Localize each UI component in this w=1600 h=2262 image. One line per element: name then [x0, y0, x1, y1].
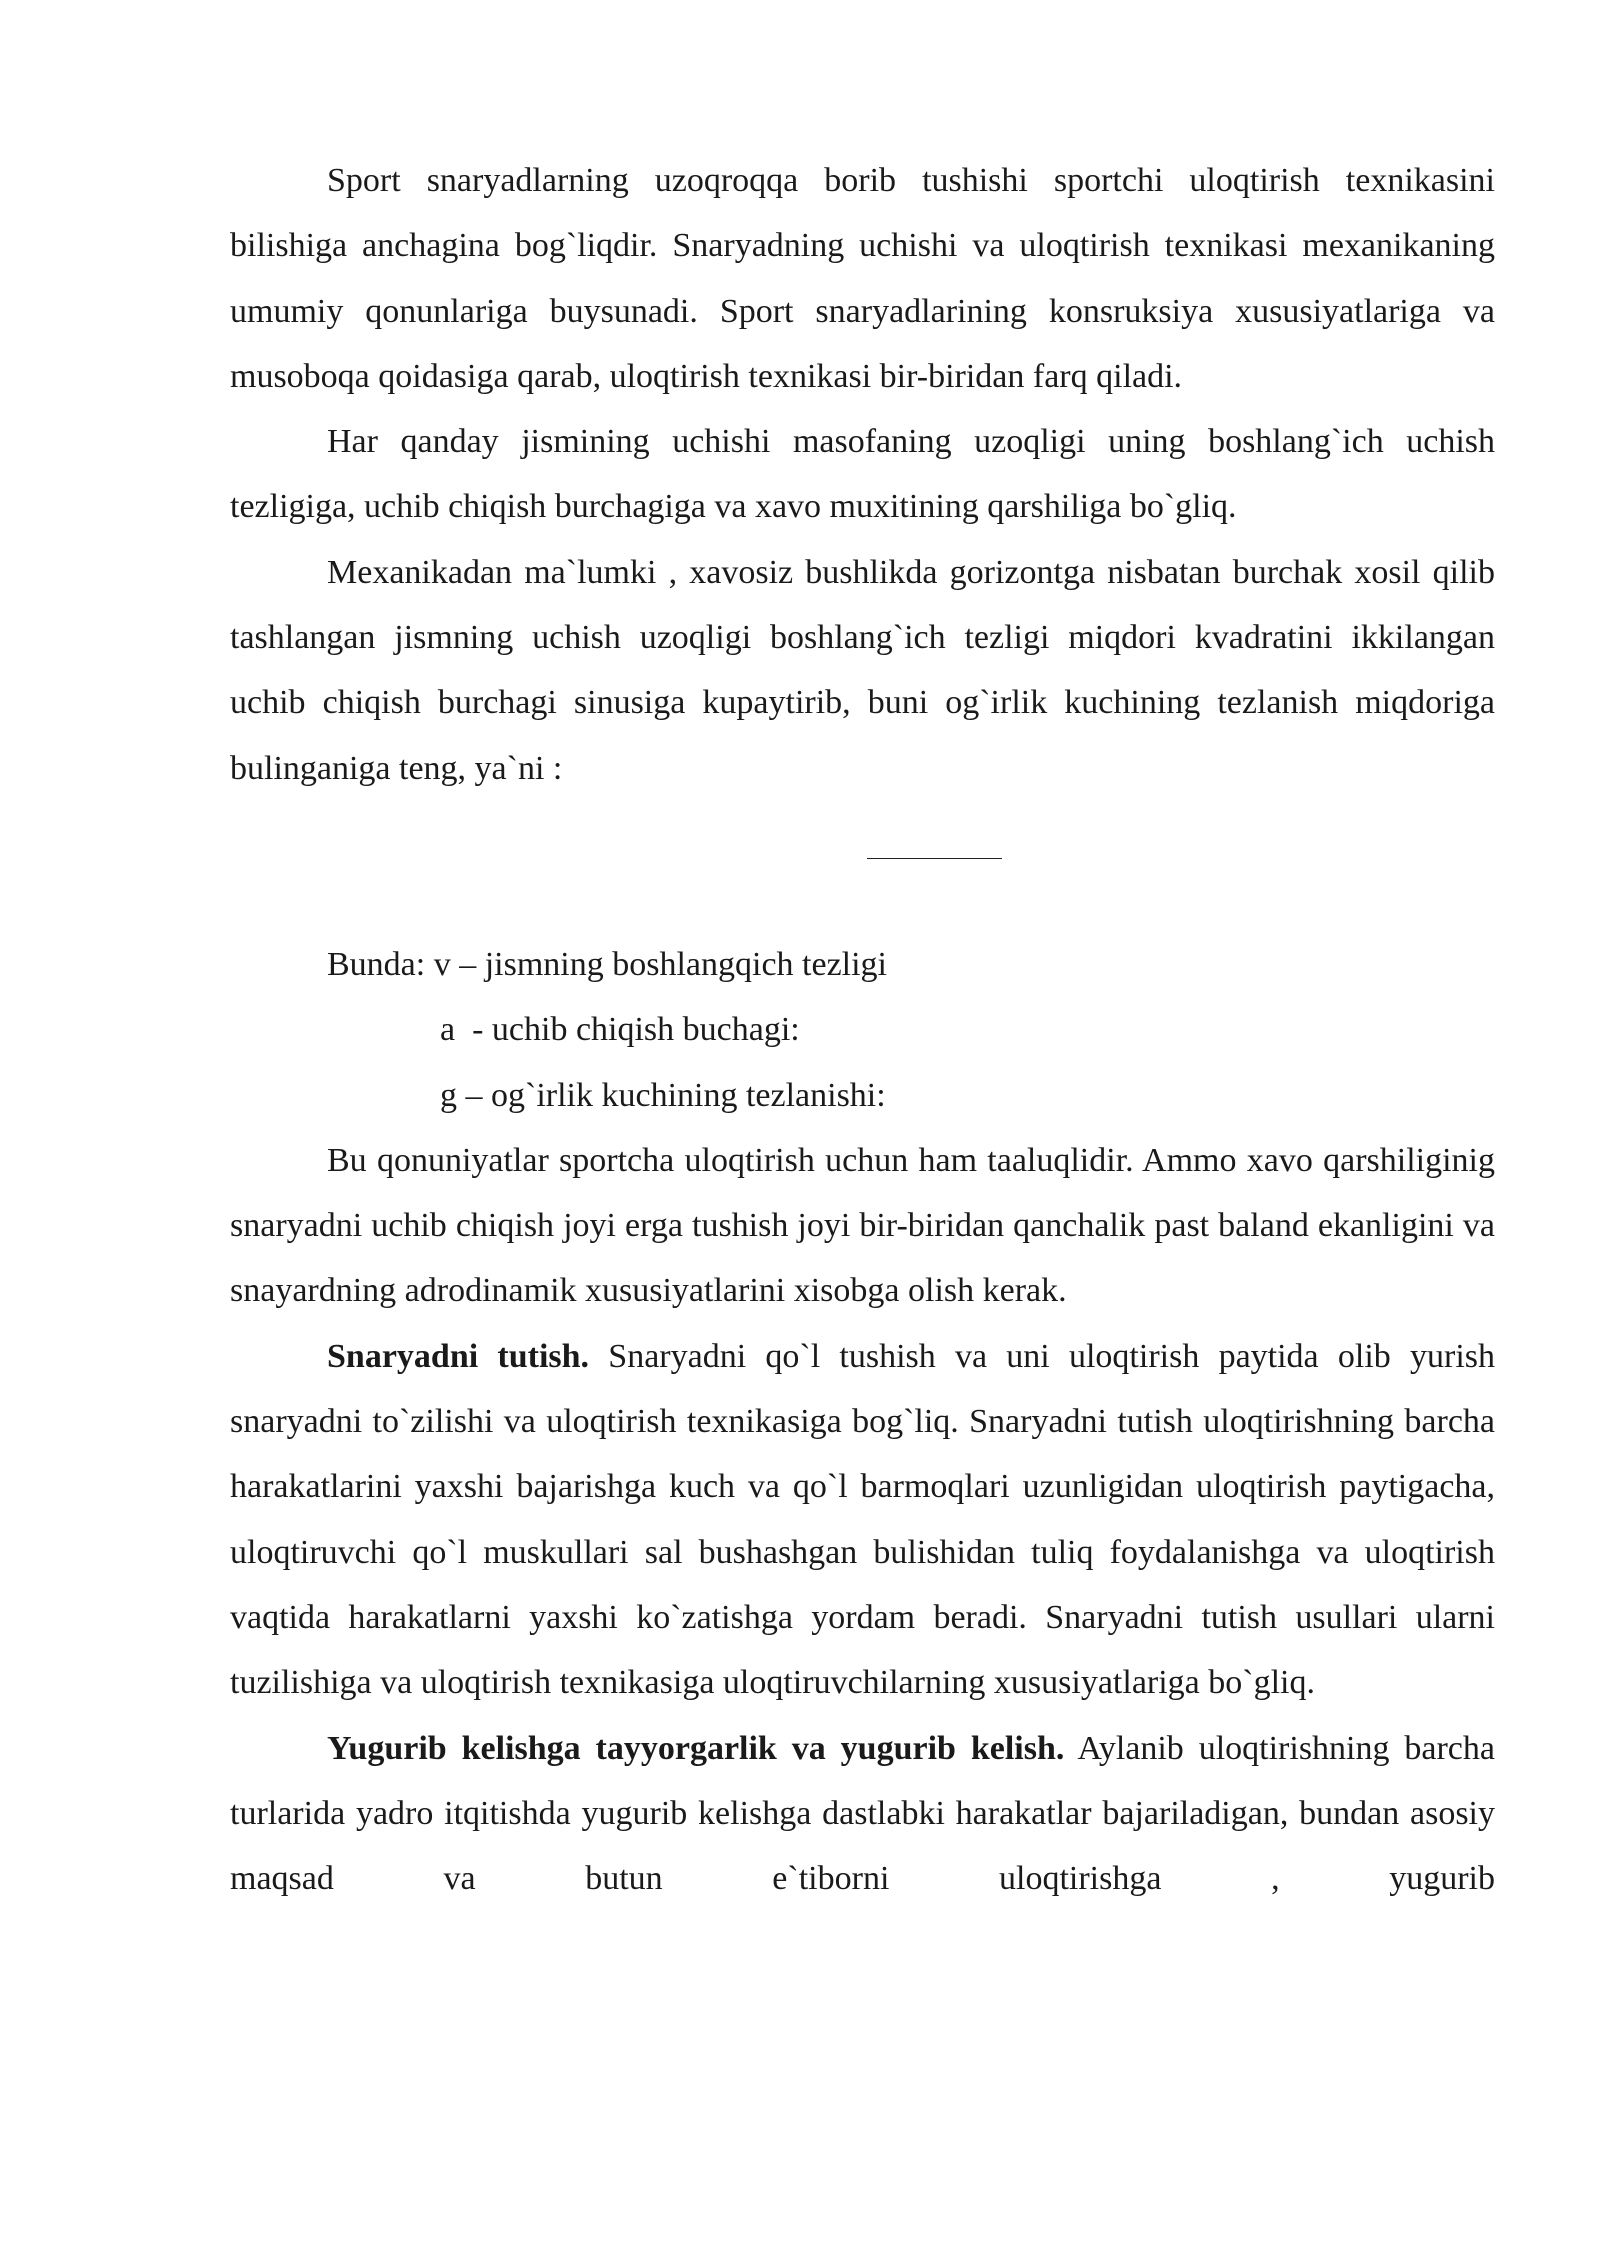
- section-heading-grip: Snaryadni tutish.: [327, 1337, 590, 1375]
- section-text-runup: Aylanib uloqtirishning barcha turlarida yadro itqitishda yugurib kelishga dastlabki harakatlar bajariladigan, bundan asosiy maqsad va butun e`tiborni uloqtirishga , yugurib: [230, 1729, 1495, 1898]
- paragraph-flight-distance: Har qanday jismining uchishi masofaning uzoqligi uning boshlang`ich uchish tezligiga, uchib chiqish burchagiga va xavo muxitining qarshiliga bo`gliq.: [230, 423, 1495, 526]
- section-heading-runup: Yugurib kelishga tayyorgarlik va yugurib kelish.: [327, 1729, 1065, 1767]
- definition-angle: a - uchib chiqish buchagi:: [440, 1011, 800, 1049]
- definition-velocity: Bunda: v – jismning boshlangqich tezligi: [327, 945, 888, 983]
- paragraph-air-resistance: Bu qonuniyatlar sportcha uloqtirish uchun ham taaluqlidir. Ammo xavo qarshiliginig snaryadni uchib chiqish joyi erga tushish joyi bir-biridan qanchalik past baland ekanligini va snayardning adrodinamik xususiyatlarini xisobga olish kerak.: [230, 1141, 1495, 1310]
- formula-fraction-bar: [867, 858, 1002, 859]
- paragraph-mechanics: Mexanikadan ma`lumki , xavosiz bushlikda gorizontga nisbatan burchak xosil qilib tashlangan jismning uchish uzoqligi boshlang`ich tezligi miqdori kvadratini ikkilangan uchib chiqish burchagi sinusiga kupaytirib, buni og`irlik kuchining tezlanish miqdoriga bulinganiga teng, ya`ni :: [230, 553, 1495, 787]
- paragraph-throwing-technique: Sport snaryadlarning uzoqroqqa borib tushishi sportchi uloqtirish texnikasini bilishiga anchagina bog`liqdir. Snaryadning uchishi va uloqtirish texnikasi mexanikaning umumiy qonunlariga buysunadi. Sport snaryadlarining konsruksiya xususiyatlariga va musoboqa qoidasiga qarab, uloqtirish texnikasi bir-biridan farq qiladi.: [230, 162, 1495, 395]
- formula-area: [230, 801, 1495, 932]
- paragraph-grip: [230, 1324, 1495, 1716]
- paragraph-runup: [230, 1716, 1495, 1912]
- section-text-grip: Snaryadni qo`l tushish va uni uloqtirish paytida olib yurish snaryadni to`zilishi va uloqtirish texnikasiga bog`liq. Snaryadni tutish uloqtirishning barcha harakatlarini yaxshi bajarishga kuch va qo`l barmoqlari uzunligidan uloqtirish paytigacha, uloqtiruvchi qo`l muskullari sal bushashgan bulishidan tuliq foydalanishga va uloqtirish vaqtida harakatlarni yaxshi ko`zatishga yordam beradi. Snaryadni tutish usullari ularni tuzilishiga va uloqtirish texnikasiga uloqtiruvchilarning xususiyatlariga bo`gliq.: [230, 1337, 1495, 1702]
- document-body: [230, 148, 1495, 1911]
- definition-gravity: g – og`irlik kuchining tezlanishi:: [440, 1076, 886, 1114]
